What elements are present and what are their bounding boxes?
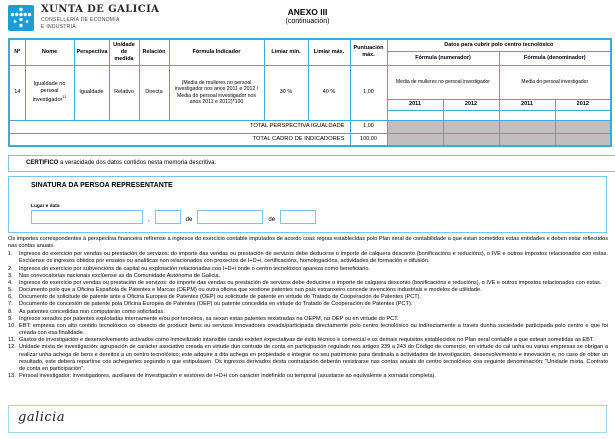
col-header-relacion: Relación <box>139 39 169 65</box>
year-header: 2011 <box>387 99 443 110</box>
org-name: XUNTA DE GALICIA <box>41 4 160 15</box>
comma-separator: , <box>148 217 150 223</box>
cell-unidade: Relativo <box>109 65 139 120</box>
month-input[interactable] <box>197 210 263 224</box>
locked-cell <box>443 133 499 146</box>
footnote-item: 4. Ingresos do exercicio por vendas ou prestación de servizos: do importe das vendas ou prestación de servizos debe deducirse o importe de calquera desconto (bonificacións e reducións), o IVE e outros impostos relacionados con estas. <box>8 279 602 286</box>
total-perspectiva-label: TOTAL PERSPECTIVA IGUALDADE <box>9 120 350 133</box>
col-header-puntuacion: Puntuación máx. <box>350 39 387 65</box>
place-input[interactable] <box>31 210 143 224</box>
cell-limiar-min: 30 % <box>264 65 308 120</box>
total-cadro-value: 100,00 <box>350 133 387 146</box>
locked-cell <box>499 120 555 133</box>
cell-denominador-desc: Media do persoal investigador <box>499 65 611 99</box>
col-header-formula-numerador: Fórmula (numerador) <box>387 51 499 65</box>
col-header-num: Nº <box>9 39 25 65</box>
cell-numerador-desc: Media de mulleres no persoal investigador <box>387 65 499 99</box>
col-header-formula-denominador: Fórmula (denominador) <box>499 51 611 65</box>
year-header: 2012 <box>555 99 611 110</box>
footnote-item: 11. Gastos de investigación e desenvolvemento activados como inmovilizado intanxible cando existen expectativas de éxito técnico e comercial e os demais requisitos establecidos no Plan xeral contable a que estean sometidas as EBT. <box>8 337 595 344</box>
locked-cell <box>443 120 499 133</box>
annex-subtitle: (continuación) <box>285 18 330 25</box>
annex-title-block <box>8 7 607 25</box>
certifico-statement <box>8 155 615 172</box>
footnote-item: 13. Persoal investigador: investigadores, auxiliares de investigación e xestores de I+D+i con carácter indefinido ou temporal (axustarse ao equivalente a xornada completa). <box>8 372 436 379</box>
locked-cell <box>387 120 443 133</box>
day-input[interactable] <box>155 210 181 224</box>
org-department: CONSELLERÍA DE ECONOMÍA E INDUSTRIA <box>41 17 120 30</box>
footnote-item: 1. Ingresos do exercicio por vendas ou prestación de servizos: do importe das vendas ou prestación de servizos debe deducirse o importe de calquera desconto (bonificacións e reducións), o IVE e outros impostos relacionados con estas. Exclúense os ingresos obtidos por ensaios ou analíticas non relacionados con proxectos de I+D+i, certificacións, homologacións, actividades de formación e difusión. <box>8 251 608 265</box>
page-header <box>8 4 607 34</box>
certifico-text: a veracidade dos datos contidos nesta memoria descritiva. <box>58 160 217 166</box>
cell-limiar-max: 40 % <box>308 65 350 120</box>
de-separator: de <box>268 217 276 223</box>
footnote-ref-13: 13 <box>62 95 67 100</box>
locked-cell <box>555 120 611 133</box>
footnote-item: 12. Unidade mixta de investigación: agrupación de carácter asociativo creada en virtude dun contrato de conta en participación regulado nos artigos 239 a 243 do Código de comercio, en virtude do cal unha ou varias empresas se obrigan a realizar unha achega de bens e dereitos a un centro tecnolóxico; este adquire a dita achega en propiedade e integrar no seu patrimonio para destinala a actividades de investigación, desenvolvemento e innovación e, no caso de obter un resultado, este deberá repartirse cos achegantes segundo o que estipulasen. Os ingresos derivados desta contratación deberán rexistrarse nas contas anuais do centro tecnolóxico coa seguinte denominación: "Unidade mixta. Contrato de conta en participación". <box>8 344 608 372</box>
footnote-item: 3. Nas convocatorias nacionais exclúense as da Comunidade Autónoma de Galicia. <box>8 272 221 279</box>
footer-box <box>8 405 607 433</box>
col-header-nome: Nome <box>25 39 74 65</box>
indicator-row-14 <box>9 65 611 99</box>
certifico-keyword: CERTIFICO <box>26 160 59 166</box>
footnote-intro: Os importes correspondentes á perspectiva financeira refírense a ingresos do exercicio contable imputados de acordo coas regras establecidas polo Plan xeral de contabilidade a que estan sometidos estas entidades e deben estar reflectidos nas contas anuais. <box>8 236 608 250</box>
de-separator: de <box>185 217 193 223</box>
place-date-row <box>31 210 606 224</box>
footnote-item: 2. Ingresos do exercicio por subvencións de capital ou explotación relacionadas coa I+D+i onde o centro tecnolóxico apareza como beneficiario. <box>8 265 371 272</box>
cell-nome: Igualdade no persoal investigador$^{13}$ <box>25 65 74 120</box>
indicators-table-wrap <box>8 38 612 147</box>
locked-cell <box>555 133 611 146</box>
cell-num: 14 <box>9 65 25 120</box>
cell-formula: (Media de mulleres no persoal investigador nos anos 2011 e 2012 / Media do persoal investigador nos anos 2011 e 2012)*100 <box>169 65 264 120</box>
total-perspectiva-value: 1,00 <box>350 120 387 133</box>
col-header-limiar-max: Limiar máx. <box>308 39 350 65</box>
footnote-item: 5. Documento polo que a Oficina Española de Patentes e Marcas (OEPM) ou outra oficina que xestione patentes nun país estranxeiro concede invencións industriais e modelos de utilidade. <box>8 287 482 294</box>
annex-title: ANEXO III <box>287 7 328 17</box>
col-header-formula: Fórmula Indicador <box>169 39 264 65</box>
signature-section <box>8 176 607 233</box>
place-date-label: Lugar e data <box>31 204 60 209</box>
locked-cell <box>387 133 443 146</box>
cell-perspectiva: Igualdade <box>74 65 109 120</box>
col-header-limiar-min: Limiar mín. <box>264 39 308 65</box>
data-entry-cell-numerador-2012[interactable] <box>443 110 499 120</box>
data-entry-cell-denominador-2011[interactable] <box>499 110 555 120</box>
total-cadro-label: TOTAL CADRO DE INDICADORES <box>9 133 350 146</box>
indicators-table <box>8 38 612 147</box>
year-header: 2012 <box>443 99 499 110</box>
col-header-perspectiva: Perspectiva <box>74 39 109 65</box>
data-entry-cell-numerador-2011[interactable] <box>387 110 443 120</box>
total-perspectiva-row <box>9 120 611 133</box>
locked-cell <box>499 133 555 146</box>
footnote-item: 8. As patentes concedidas non computarán como solicitadas. <box>8 308 165 315</box>
footnote-item: 6. Documento de solicitude de patente ante a Oficina Europea de Patentes (OEP) ou solicitude de patente en virtude do Tratado de Cooperación de Patentes (PCT). <box>8 294 422 301</box>
col-header-datos: Datos para cubrir polo centro tecnolóxico <box>387 39 611 51</box>
data-entry-cell-denominador-2012[interactable] <box>555 110 611 120</box>
footnotes-section <box>8 236 608 404</box>
signature-title: SINATURA DA PERSOA REPRESENTANTE <box>31 182 173 189</box>
cell-puntuacion: 1,00 <box>350 65 387 120</box>
cell-relacion: Directa <box>139 65 169 120</box>
col-header-unidade: Unidade de medida <box>109 39 139 65</box>
year-header: 2011 <box>499 99 555 110</box>
footnote-item: 10. EBT: empresa con alto contido tecnolóxico co obxecto de producir bens ou servizos innovadores creada/participada directamente polo centro tecnolóxico ou indirectamente a través dunha sociedade participada polo centro e que foi creada con esa finalidade. <box>8 322 608 337</box>
total-cadro-row <box>9 133 611 146</box>
footnote-item: 7. Documento de concesión de patente pola Oficina Europea de Patentes (OEP) ou patente concedida en virtude do Tratado de Cooperación de Patentes (PCT). <box>8 301 413 308</box>
galicia-logo: galicia <box>18 410 66 425</box>
year-input[interactable] <box>280 210 316 224</box>
footnote-item: 9. Ingresos xerados por patentes explotadas internamente e/ou por terceiros, xa sexan estas patentes rexistradas na OEPM, na OEP ou en virtude do PCT. <box>8 315 399 322</box>
